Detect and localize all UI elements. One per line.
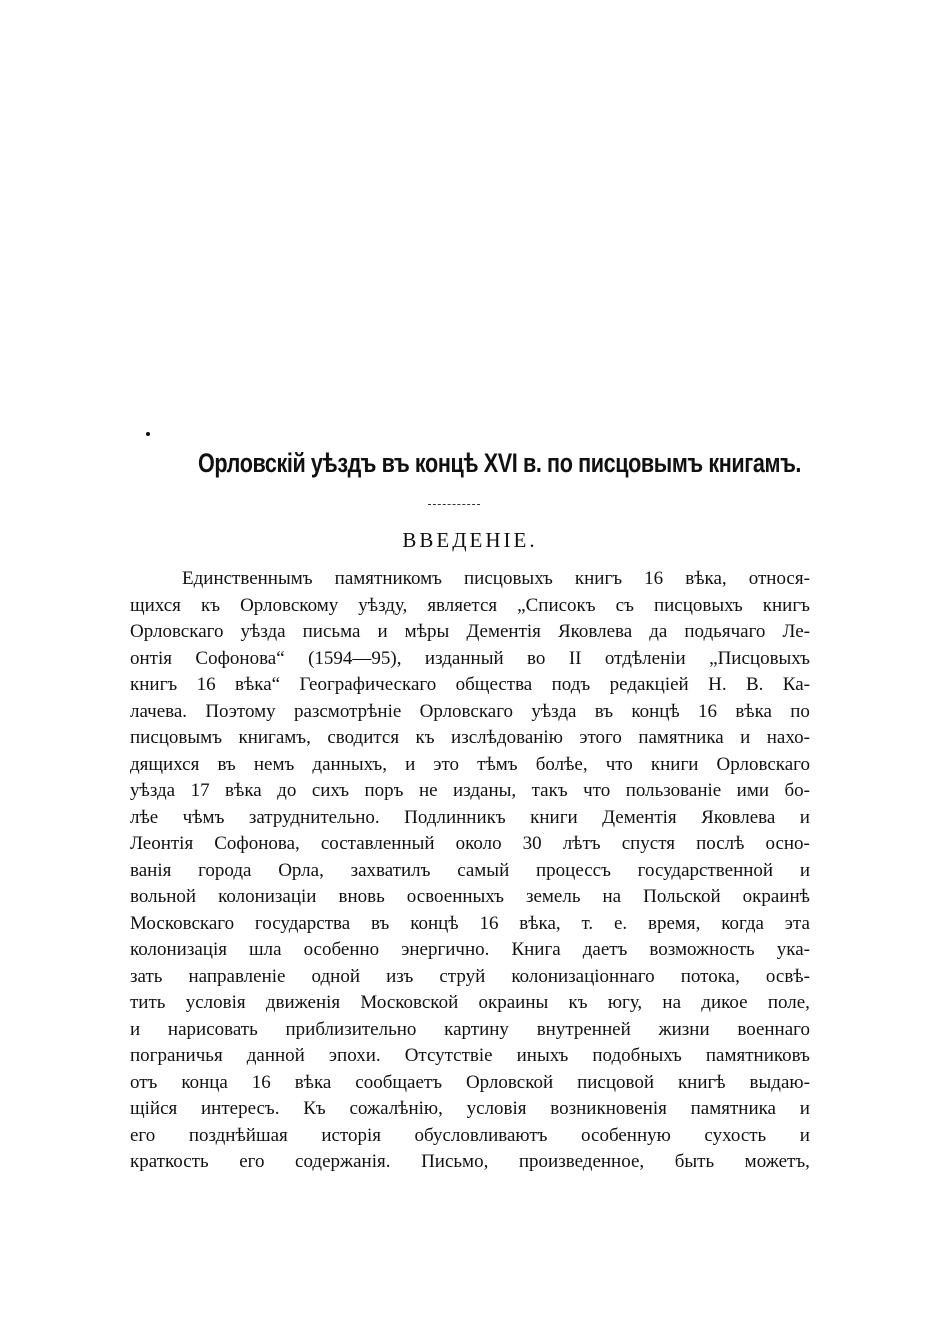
text-line: вольной колонизаціи вновь освоенныхъ земель на Польской окраинѣ	[130, 886, 810, 907]
text-line: щійся интересъ. Къ сожалѣнію, условія возникновенія памятника и	[130, 1098, 810, 1119]
text-line: лѣе чѣмъ затруднительно. Подлинникъ книги Дементія Яковлева и	[130, 806, 810, 828]
ink-dot	[146, 432, 150, 436]
title-divider	[428, 504, 480, 505]
text-line: Московскаго государства въ концѣ 16 вѣка, т. е. время, когда эта	[130, 912, 810, 934]
text-line: краткость его содержанія. Письмо, произведенное, быть можетъ,	[130, 1151, 810, 1172]
text-line: книгъ 16 вѣка“ Географическаго общества подъ редакціей Н. В. Ка-	[130, 674, 810, 695]
body-paragraph	[130, 566, 810, 1176]
text-line: Единственнымъ памятникомъ писцовыхъ книгъ 16 вѣка, относя-	[182, 568, 810, 589]
text-line: ванія города Орла, захватилъ самый процессъ государственной и	[130, 859, 810, 881]
text-line: онтія Софонова“ (1594—95), изданный во II отдѣленіи „Писцовыхъ	[130, 647, 810, 669]
text-line: писцовымъ книгамъ, сводится къ изслѣдованію этого памятника и нахо-	[130, 727, 810, 748]
text-line: отъ конца 16 вѣка сообщаетъ Орловской писцовой книгѣ выдаю-	[130, 1071, 810, 1093]
text-line: щихся къ Орловскому уѣзду, является „Списокъ съ писцовыхъ книгъ	[130, 594, 810, 616]
text-line: Орловскаго уѣзда письма и мѣры Дементія Яковлева да подьячаго Ле-	[130, 621, 810, 642]
text-line: тить условія движенія Московской окраины къ югу, на дикое поле,	[130, 992, 810, 1013]
text-line: Леонтія Софонова, составленный около 30 лѣтъ спустя послѣ осно-	[130, 833, 810, 854]
text-line: колонизація шла особенно энергично. Книга даетъ возможность ука-	[130, 939, 810, 960]
text-line: дящихся въ немъ данныхъ, и это тѣмъ болѣе, что книги Орловскаго	[130, 753, 810, 775]
text-line: зать направленіе одной изъ струй колонизаціоннаго потока, освѣ-	[130, 965, 810, 987]
text-line: и нарисовать приблизительно картину внутренней жизни военнаго	[130, 1018, 810, 1040]
text-line: пограничья данной эпохи. Отсутствіе иныхъ подобныхъ памятниковъ	[130, 1045, 810, 1066]
text-line: его позднѣйшая исторія обусловливаютъ особенную сухость и	[130, 1124, 810, 1146]
page-title: Орловскій уѣздъ въ концѣ XVI в. по писцовымъ книгамъ.	[198, 448, 802, 478]
section-heading: ВВЕДЕНIE.	[402, 528, 538, 552]
text-line: уѣзда 17 вѣка до сихъ поръ не изданы, такъ что пользованіе ими бо-	[130, 780, 810, 801]
text-line: лачева. Поэтому разсмотрѣніе Орловскаго уѣзда въ концѣ 16 вѣка по	[130, 700, 810, 722]
